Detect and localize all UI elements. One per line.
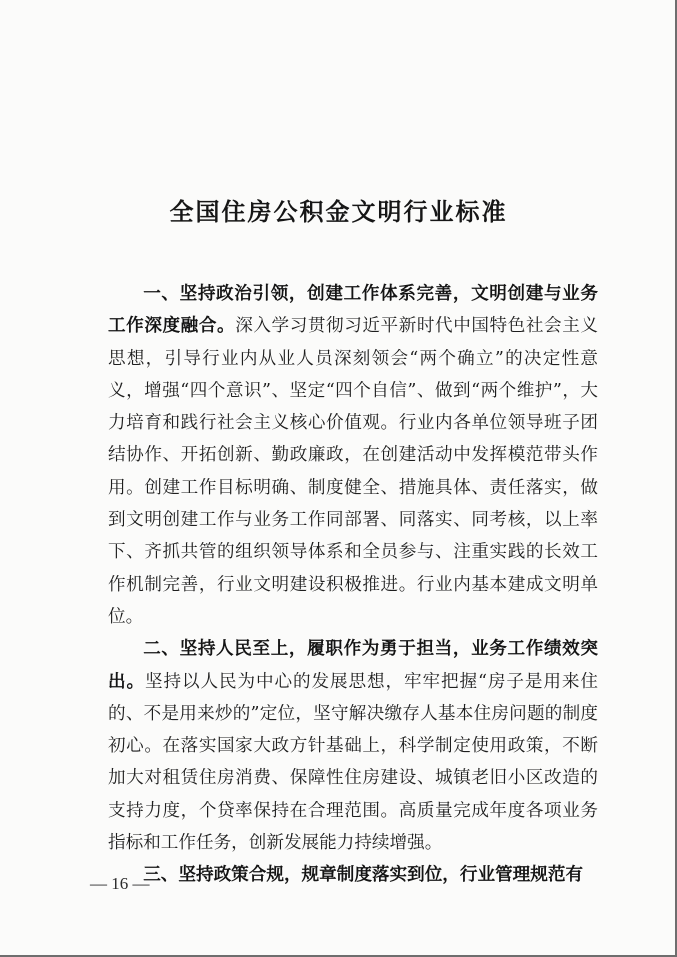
paragraph-2-heading: 二、坚持人民至上，履职作为勇于担当，业务工作绩效突出。 (108, 638, 598, 692)
page-number: — 16 — (90, 874, 150, 893)
paragraph-3 (108, 859, 598, 891)
paragraph-1 (108, 278, 598, 633)
paragraph-3-heading: 三、坚持政策合规，规章制度落实到位，行业管理规范有 (143, 864, 584, 886)
paragraph-1-heading: 一、坚持政治引领，创建工作体系完善，文明创建与业务工作深度融合。 (108, 283, 598, 337)
document-title: 全国住房公积金文明行业标准 (169, 197, 508, 226)
paragraph-2-text: 坚持以人民为中心的发展思想，牢牢把握“房子是用来住的、不是用来炒的”定位，坚守解决缴存人基本住房问题的制度初心。在落实国家大政方针基础上，科学制定使用政策，不断加大对租赁住房消费、保障性住房建设、城镇老旧小区改造的支持力度，个贷率保持在合理范围。高质量完成年度各项业务指标和工作任务，创新发展能力持续增强。 (108, 671, 598, 854)
paragraph-1-text: 深入学习贯彻习近平新时代中国特色社会主义思想，引导行业内从业人员深刻领会“两个确立”的决定性意义，增强“四个意识”、坚定“四个自信”、做到“两个维护”，大力培育和践行社会主义核心价值观。行业内各单位领导班子团结协作、开拓创新、勤政廉政，在创建活动中发挥模范带头作用。创建工作目标明确、制度健全、措施具体、责任落实，做到文明创建工作与业务工作同部署、同落实、同考核，以上率下、齐抓共管的组织领导体系和全员参与、注重实践的长效工作机制完善，行业文明建设积极推进。行业内基本建成文明单位。 (108, 316, 598, 627)
document-body (108, 278, 598, 892)
paragraph-2 (108, 633, 598, 859)
